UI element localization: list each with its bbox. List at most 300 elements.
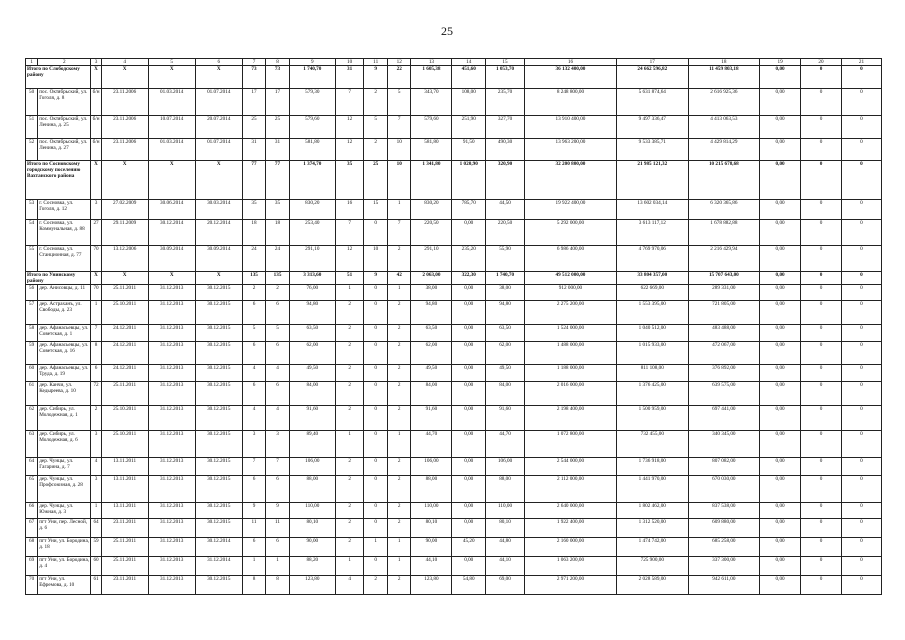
table-cell: 0 bbox=[801, 458, 842, 476]
table-cell: 0 bbox=[364, 365, 388, 382]
table-cell: 88,20 bbox=[289, 557, 335, 576]
table-cell: 68 bbox=[26, 538, 38, 557]
table-cell: 35 bbox=[266, 200, 290, 220]
table-cell: 4 413 063,53 bbox=[688, 116, 760, 139]
table-cell: 31.12.2013 bbox=[148, 476, 195, 503]
table-cell: 0 bbox=[841, 246, 881, 272]
table-cell: дер. Канчи, ул. Кедыреева, д. 10 bbox=[38, 382, 91, 406]
table-cell: 17 bbox=[242, 89, 266, 116]
table-cell: 44,10 bbox=[486, 557, 525, 576]
table-cell: 70 bbox=[26, 576, 38, 595]
table-cell: 25.11.2011 bbox=[101, 538, 148, 557]
table-cell: 0 bbox=[841, 431, 881, 458]
table-cell: 1 063 200,00 bbox=[524, 557, 616, 576]
table-cell: 1 bbox=[387, 557, 411, 576]
table-cell: 110,00 bbox=[289, 503, 335, 519]
table-cell: 84,00 bbox=[486, 382, 525, 406]
table-cell: 1 020,90 bbox=[452, 161, 486, 200]
table-cell: Итого по Сосновскому городскому поселению Вахтанского района bbox=[26, 161, 91, 200]
table-cell: 25.10.2011 bbox=[101, 431, 148, 458]
table-cell: 9 497 336,47 bbox=[616, 116, 688, 139]
table-row bbox=[26, 116, 882, 139]
table-cell: 27 bbox=[91, 220, 101, 246]
table-cell: 2 bbox=[387, 576, 411, 595]
table-cell: 0 bbox=[364, 458, 388, 476]
table-cell: 837 538,00 bbox=[688, 503, 760, 519]
table-cell: 0,00 bbox=[452, 476, 486, 503]
table-cell: 0,00 bbox=[760, 139, 801, 161]
table-cell: 1 474 742,00 bbox=[616, 538, 688, 557]
column-number-cell: 13 bbox=[411, 59, 452, 66]
table-cell: 0,00 bbox=[452, 342, 486, 365]
table-cell: 38,00 bbox=[486, 285, 525, 301]
column-number-cell: 5 bbox=[148, 59, 195, 66]
table-cell: 30.12.2015 bbox=[195, 301, 242, 325]
column-number-cell: 7 bbox=[242, 59, 266, 66]
table-cell: 38,00 bbox=[411, 285, 452, 301]
table-cell: 376 892,00 bbox=[688, 365, 760, 382]
table-cell: 3 bbox=[266, 431, 290, 458]
table-cell: 62,00 bbox=[411, 342, 452, 365]
table-cell: 123,80 bbox=[411, 576, 452, 595]
table-cell: 18 bbox=[242, 220, 266, 246]
table-cell: 579,60 bbox=[411, 116, 452, 139]
table-cell: 13.11.2011 bbox=[101, 476, 148, 503]
table-cell: 2 bbox=[335, 406, 364, 431]
table-cell: дер. Сибирь, ул. Молодежная, д. 1 bbox=[38, 406, 91, 431]
table-cell: 5 bbox=[242, 325, 266, 342]
table-cell: 2 640 000,00 bbox=[524, 503, 616, 519]
table-cell: 10.07.2014 bbox=[148, 116, 195, 139]
table-cell: 9 533 385,71 bbox=[616, 139, 688, 161]
column-number-cell: 19 bbox=[760, 59, 801, 66]
table-cell: 1 376 425,00 bbox=[616, 382, 688, 406]
table-cell: 11 459 803,18 bbox=[688, 66, 760, 89]
table-cell: 1 500 959,00 bbox=[616, 406, 688, 431]
table-cell: 0,00 bbox=[452, 382, 486, 406]
table-cell: 30.06.2014 bbox=[148, 200, 195, 220]
table-cell: 16 bbox=[335, 200, 364, 220]
table-row bbox=[26, 476, 882, 503]
table-cell: 0 bbox=[841, 66, 881, 89]
table-cell: 1 553 395,00 bbox=[616, 301, 688, 325]
table-cell: X bbox=[195, 161, 242, 200]
table-cell: 49,50 bbox=[289, 365, 335, 382]
table-cell: 251,90 bbox=[452, 116, 486, 139]
table-cell: 25.10.2011 bbox=[101, 301, 148, 325]
table-cell: 3 bbox=[91, 476, 101, 503]
table-cell: 30.12.2015 bbox=[195, 503, 242, 519]
table-cell: 2 bbox=[335, 382, 364, 406]
table-cell: 0 bbox=[801, 365, 842, 382]
table-cell: 1 bbox=[387, 285, 411, 301]
table-cell: 4 bbox=[242, 365, 266, 382]
table-cell: 0 bbox=[801, 538, 842, 557]
table-cell: 67 bbox=[26, 519, 38, 538]
table-cell: пгт Уни, пер. Лесной, д. 6 bbox=[38, 519, 91, 538]
table-cell: 0 bbox=[364, 220, 388, 246]
table-cell: дер. Афанасьевцы, ул. Труда, д. 19 bbox=[38, 365, 91, 382]
table-cell: X bbox=[195, 66, 242, 89]
table-cell: 320,90 bbox=[486, 161, 525, 200]
table-cell: 30.12.2015 bbox=[195, 576, 242, 595]
table-cell: 0,00 bbox=[452, 325, 486, 342]
table-cell: 13.11.2011 bbox=[101, 503, 148, 519]
table-cell: 30.12.2015 bbox=[195, 476, 242, 503]
table-cell: 29.11.2009 bbox=[101, 220, 148, 246]
table-cell: 0,00 bbox=[760, 365, 801, 382]
table-cell: 235,70 bbox=[486, 89, 525, 116]
table-cell: 57 bbox=[26, 301, 38, 325]
table-cell: 20.07.2014 bbox=[195, 116, 242, 139]
table-cell: X bbox=[148, 272, 195, 285]
table-cell: 609 880,00 bbox=[688, 519, 760, 538]
table-cell: 31.12.2013 bbox=[148, 519, 195, 538]
table-cell: 0 bbox=[801, 576, 842, 595]
column-number-cell: 8 bbox=[266, 59, 290, 66]
table-cell: 4 bbox=[266, 406, 290, 431]
table-cell: 4 429 814,29 bbox=[688, 139, 760, 161]
table-cell: 685 258,00 bbox=[688, 538, 760, 557]
table-cell: 56 bbox=[26, 285, 38, 301]
table-cell: 0 bbox=[364, 342, 388, 365]
column-number-cell: 20 bbox=[801, 59, 842, 66]
table-cell: 0 bbox=[801, 503, 842, 519]
table-cell: дер. Чунцы, ул. Профсоюзная, д. 28 bbox=[38, 476, 91, 503]
table-cell: 2 063,00 bbox=[411, 272, 452, 285]
table-cell: 0 bbox=[841, 200, 881, 220]
column-number-cell: 15 bbox=[486, 59, 525, 66]
table-cell: 3 bbox=[242, 431, 266, 458]
table-cell: 6 986 400,00 bbox=[524, 246, 616, 272]
table-cell: 0 bbox=[801, 431, 842, 458]
table-cell: 2 216 429,94 bbox=[688, 246, 760, 272]
table-cell: 0,00 bbox=[452, 365, 486, 382]
table-cell: 13.12.2006 bbox=[101, 246, 148, 272]
table-cell: 31.12.2014 bbox=[195, 557, 242, 576]
table-cell: 670 030,00 bbox=[688, 476, 760, 503]
table-cell: 579,60 bbox=[289, 116, 335, 139]
table-row bbox=[26, 301, 882, 325]
table-cell: 2 bbox=[335, 342, 364, 365]
table-cell: 2 bbox=[387, 301, 411, 325]
table-cell: 10 bbox=[364, 246, 388, 272]
table-cell: 94,80 bbox=[411, 301, 452, 325]
table-cell: 1 bbox=[91, 301, 101, 325]
table-cell: 72 bbox=[91, 382, 101, 406]
table-cell: 0 bbox=[801, 301, 842, 325]
table-cell: 31.12.2013 bbox=[148, 365, 195, 382]
table-cell: X bbox=[148, 66, 195, 89]
table-cell: 0,00 bbox=[760, 161, 801, 200]
table-cell: 1 678 882,88 bbox=[688, 220, 760, 246]
table-cell: 55 bbox=[26, 246, 38, 272]
table-cell: 69,00 bbox=[486, 576, 525, 595]
table-cell: 13 910 400,00 bbox=[524, 116, 616, 139]
subtotal-row bbox=[26, 66, 882, 89]
table-cell: 89,40 bbox=[289, 431, 335, 458]
table-row bbox=[26, 406, 882, 431]
table-cell: 0 bbox=[801, 406, 842, 431]
table-cell: 01.03.2014 bbox=[148, 139, 195, 161]
table-cell: 472 067,00 bbox=[688, 342, 760, 365]
table-cell: 24.12.2011 bbox=[101, 342, 148, 365]
table-cell: 106,00 bbox=[289, 458, 335, 476]
table-cell: 7 bbox=[91, 325, 101, 342]
table-cell: 106,00 bbox=[486, 458, 525, 476]
table-cell: 108,00 bbox=[452, 89, 486, 116]
table-cell: 0,00 bbox=[452, 557, 486, 576]
table-cell: 4 bbox=[242, 406, 266, 431]
table-cell: 106,00 bbox=[411, 458, 452, 476]
table-cell: 0,00 bbox=[760, 325, 801, 342]
table-cell: 1 bbox=[335, 431, 364, 458]
table-cell: 0 bbox=[841, 220, 881, 246]
table-cell: 0 bbox=[801, 89, 842, 116]
table-cell: 30.09.2014 bbox=[148, 246, 195, 272]
column-number-cell: 6 bbox=[195, 59, 242, 66]
table-cell: 343,70 bbox=[411, 89, 452, 116]
table-cell: X bbox=[91, 161, 101, 200]
table-cell: 2 bbox=[387, 519, 411, 538]
table-cell: 2 bbox=[387, 342, 411, 365]
table-cell: 31.12.2013 bbox=[148, 301, 195, 325]
table-cell: 15 707 643,00 bbox=[688, 272, 760, 285]
table-cell: 23.11.2006 bbox=[101, 139, 148, 161]
table-cell: 340 345,00 bbox=[688, 431, 760, 458]
table-cell: 25 bbox=[266, 116, 290, 139]
table-cell: 9 bbox=[364, 66, 388, 89]
table-cell: 1 015 933,00 bbox=[616, 342, 688, 365]
table-cell: 830,20 bbox=[411, 200, 452, 220]
table-cell: 30.12.2015 bbox=[195, 431, 242, 458]
table-cell: 1 524 000,00 bbox=[524, 325, 616, 342]
table-cell: 10 215 678,68 bbox=[688, 161, 760, 200]
table-cell: 13.11.2011 bbox=[101, 458, 148, 476]
housing-table bbox=[25, 58, 882, 595]
table-cell: 0,00 bbox=[452, 519, 486, 538]
table-cell: 31.12.2013 bbox=[148, 382, 195, 406]
table-row bbox=[26, 519, 882, 538]
table-cell: 3 313,60 bbox=[289, 272, 335, 285]
table-row bbox=[26, 431, 882, 458]
table-cell: 25.11.2011 bbox=[101, 382, 148, 406]
table-cell: 0 bbox=[841, 458, 881, 476]
column-number-cell: 10 bbox=[335, 59, 364, 66]
table-cell: X bbox=[195, 272, 242, 285]
table-cell: 1 802 462,00 bbox=[616, 503, 688, 519]
table-cell: 2 bbox=[387, 503, 411, 519]
table-cell: 1 736 918,00 bbox=[616, 458, 688, 476]
table-cell: 1 053,70 bbox=[486, 66, 525, 89]
table-cell: 622 669,00 bbox=[616, 285, 688, 301]
table-cell: 12 bbox=[335, 116, 364, 139]
table-cell: 0 bbox=[801, 246, 842, 272]
table-cell: 7 bbox=[387, 220, 411, 246]
table-cell: 70 bbox=[91, 246, 101, 272]
table-cell: 45,20 bbox=[452, 538, 486, 557]
table-cell: 17 bbox=[266, 89, 290, 116]
table-cell: 24 662 596,82 bbox=[616, 66, 688, 89]
table-cell: 61 bbox=[91, 576, 101, 595]
table-cell: 2 bbox=[266, 285, 290, 301]
column-number-cell: 18 bbox=[688, 59, 760, 66]
table-cell: 36 132 400,00 bbox=[524, 66, 616, 89]
column-number-row bbox=[26, 59, 882, 66]
table-cell: 1 bbox=[242, 557, 266, 576]
table-cell: дер. Афанасьевцы, ул. Советская, д. 1 bbox=[38, 325, 91, 342]
table-cell: 88,00 bbox=[486, 476, 525, 503]
column-number-cell: 1 bbox=[26, 59, 38, 66]
table-cell: 77 bbox=[242, 161, 266, 200]
table-cell: 13 602 034,14 bbox=[616, 200, 688, 220]
table-cell: 1 bbox=[266, 557, 290, 576]
table-cell: 76,00 bbox=[289, 285, 335, 301]
table-cell: 64 bbox=[26, 458, 38, 476]
table-cell: 0 bbox=[841, 342, 881, 365]
table-cell: 0 bbox=[841, 161, 881, 200]
table-cell: 12 bbox=[335, 246, 364, 272]
table-cell: 30.12.2015 bbox=[195, 325, 242, 342]
table-cell: 25 bbox=[242, 116, 266, 139]
table-row bbox=[26, 503, 882, 519]
table-cell: 912 000,00 bbox=[524, 285, 616, 301]
table-cell: 30.12.2015 bbox=[195, 365, 242, 382]
table-cell: 2 bbox=[387, 325, 411, 342]
table-cell: 2 028 589,00 bbox=[616, 576, 688, 595]
table-cell: 0 bbox=[364, 301, 388, 325]
table-cell: 490,30 bbox=[486, 139, 525, 161]
table-cell: 0,00 bbox=[760, 406, 801, 431]
table-cell: 44,50 bbox=[486, 200, 525, 220]
table-cell: 24.12.2011 bbox=[101, 325, 148, 342]
table-cell: пос. Октябрьский, ул. Гоголя, д. 8 bbox=[38, 89, 91, 116]
table-cell: 32 200 800,00 bbox=[524, 161, 616, 200]
table-cell: 4 bbox=[335, 576, 364, 595]
table-cell: 0 bbox=[841, 476, 881, 503]
table-cell: 1 188 000,00 bbox=[524, 365, 616, 382]
table-cell: 25.10.2011 bbox=[101, 406, 148, 431]
table-cell: 0 bbox=[364, 406, 388, 431]
table-cell: 31.12.2013 bbox=[148, 458, 195, 476]
table-cell: X bbox=[148, 161, 195, 200]
table-cell: 88,00 bbox=[411, 476, 452, 503]
table-cell: 84,00 bbox=[289, 382, 335, 406]
table-cell: 73 bbox=[242, 66, 266, 89]
table-cell: 35 bbox=[335, 161, 364, 200]
table-cell: 31.12.2013 bbox=[148, 431, 195, 458]
table-cell: 2 bbox=[387, 365, 411, 382]
table-cell: 27.02.2009 bbox=[101, 200, 148, 220]
table-cell: 77 bbox=[266, 161, 290, 200]
table-cell: 23.11.2006 bbox=[101, 116, 148, 139]
table-cell: 2 bbox=[335, 519, 364, 538]
table-cell: 24.12.2011 bbox=[101, 365, 148, 382]
table-row bbox=[26, 285, 882, 301]
table-cell: 11 bbox=[266, 519, 290, 538]
table-cell: 2 544 000,00 bbox=[524, 458, 616, 476]
table-cell: 49 512 000,00 bbox=[524, 272, 616, 285]
table-cell: пгт Уни, ул. Бородина, д. 18 bbox=[38, 538, 91, 557]
table-cell: 807 082,00 bbox=[688, 458, 760, 476]
table-cell: 91,60 bbox=[289, 406, 335, 431]
table-cell: 51 bbox=[26, 116, 38, 139]
table-cell: Итого по Слободскому району bbox=[26, 66, 91, 89]
table-cell: дер. Астраханъ, ул. Свободы, д. 23 bbox=[38, 301, 91, 325]
table-cell: 60 bbox=[26, 365, 38, 382]
table-cell: 0,00 bbox=[760, 301, 801, 325]
table-cell: 2 616 925,36 bbox=[688, 89, 760, 116]
table-cell: 42 bbox=[387, 272, 411, 285]
table-cell: 1 bbox=[335, 557, 364, 576]
table-cell: 0,00 bbox=[760, 66, 801, 89]
column-number-cell: 3 bbox=[91, 59, 101, 66]
table-cell: X bbox=[91, 272, 101, 285]
table-row bbox=[26, 200, 882, 220]
table-cell: 1 740,70 bbox=[289, 66, 335, 89]
table-cell: 19 922 400,00 bbox=[524, 200, 616, 220]
table-cell: 31 bbox=[335, 66, 364, 89]
table-cell: 30.12.2015 bbox=[195, 519, 242, 538]
table-row bbox=[26, 458, 882, 476]
table-cell: 2 bbox=[364, 139, 388, 161]
table-cell: 291,10 bbox=[289, 246, 335, 272]
table-cell: 581,80 bbox=[411, 139, 452, 161]
table-cell: 0 bbox=[801, 220, 842, 246]
table-cell: 9 bbox=[242, 503, 266, 519]
table-cell: 7 bbox=[387, 116, 411, 139]
table-cell: 3 613 117,12 bbox=[616, 220, 688, 246]
table-cell: 0 bbox=[841, 406, 881, 431]
table-cell: 0 bbox=[364, 557, 388, 576]
table-cell: 0 bbox=[841, 301, 881, 325]
table-cell: 0,00 bbox=[760, 272, 801, 285]
table-body bbox=[26, 59, 882, 595]
table-cell: 0,00 bbox=[760, 476, 801, 503]
table-cell: 55,90 bbox=[486, 246, 525, 272]
table-cell: 6 bbox=[266, 476, 290, 503]
table-cell: 44,10 bbox=[411, 557, 452, 576]
table-cell: 1 441 970,00 bbox=[616, 476, 688, 503]
table-cell: 0,00 bbox=[452, 301, 486, 325]
table-cell: 5 631 874,64 bbox=[616, 89, 688, 116]
table-cell: г. Сосновка, ул. Коммунальная, д. 88 bbox=[38, 220, 91, 246]
table-cell: 830,20 bbox=[289, 200, 335, 220]
table-cell: 0 bbox=[841, 116, 881, 139]
table-cell: 0 bbox=[364, 503, 388, 519]
table-cell: 31.12.2013 bbox=[148, 406, 195, 431]
table-cell: 0 bbox=[841, 89, 881, 116]
table-row bbox=[26, 89, 882, 116]
table-cell: 0,00 bbox=[760, 382, 801, 406]
table-cell: 01.07.2014 bbox=[195, 89, 242, 116]
table-cell: 0,00 bbox=[452, 220, 486, 246]
table-cell: 31.12.2013 bbox=[148, 557, 195, 576]
table-cell: 8 bbox=[242, 576, 266, 595]
table-cell: 8 bbox=[91, 342, 101, 365]
table-cell: 0,00 bbox=[452, 285, 486, 301]
table-cell: 52 bbox=[26, 139, 38, 161]
table-cell: 5 bbox=[387, 89, 411, 116]
table-cell: 3 bbox=[91, 200, 101, 220]
table-cell: 289 331,00 bbox=[688, 285, 760, 301]
table-cell: 53 bbox=[26, 200, 38, 220]
table-cell: 10 bbox=[387, 161, 411, 200]
table-cell: 6 bbox=[242, 342, 266, 365]
table-cell: 7 bbox=[335, 89, 364, 116]
table-cell: 94,80 bbox=[486, 301, 525, 325]
table-cell: 80,10 bbox=[411, 519, 452, 538]
